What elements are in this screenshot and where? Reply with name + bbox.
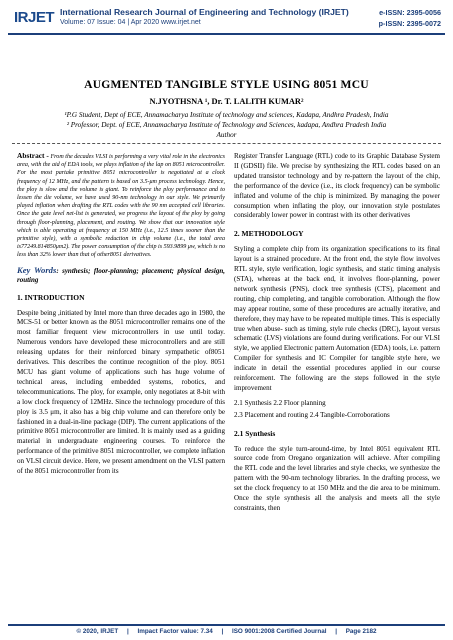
right-column bbox=[234, 152, 440, 519]
intro-heading: 1. INTRODUCTION bbox=[17, 292, 85, 302]
intro-paragraph: Despite being ,initiated by Intel more than three decades ago in 1980, the MCS-51 or better known as the 8051 microcontroller remains one of the most familiar frequent view microcontrollers in use until today. Numerous vendors have developed these microcontrollers and are still releasing updates for their reinforced binary sympathetic of8051 derivatives. This describes the continue recognition of the ploy. 8051 MCU has giant volume of applications such has huge volume of technical areas, including embedded systems, robotics, and telecommunications. The ploy, for example, only negotiates at 8-bit with a low clock frequency of 12MHz. Since the technology procedure of this ploy is 3.5 μm, it also has a big chip volume and can therefore only be fashioned in a dual-in-line package (DIP). The current applications of the primitive 8051 microcontroller are limited. It is mainly used as a guiding material in undergraduate engineering courses. To reinforce the performance of the primitive 8051 microcontroller, we complete inflation on VLSI circuit device. Here, we present amendment on the VLSI pattern of the 8051 microcontroller from its bbox=[17, 308, 225, 476]
footer-divider bbox=[8, 624, 445, 626]
paper-title: AUGMENTED TANGIBLE STYLE USING 8051 MCU bbox=[84, 78, 369, 91]
keywords-label: Key Words bbox=[17, 264, 57, 275]
synthesis-heading: 2.1 Synthesis bbox=[234, 428, 276, 438]
e-issn: e-ISSN: 2395-0056 bbox=[379, 8, 441, 17]
logo-text: IRJET bbox=[14, 9, 55, 26]
steps-line-2: 2.3 Placement and routing 2.4 Tangible-Corroborations bbox=[234, 410, 390, 419]
page-footer: © 2020, IRJET | Impact Factor value: 7.34 | ISO 9001:2008 Certified Journal | Page 2182 bbox=[76, 628, 377, 635]
abstract-label: Abstract - bbox=[17, 151, 49, 160]
header-divider bbox=[8, 33, 445, 35]
journal-title: International Research Journal of Engineering and Technology (IRJET) bbox=[60, 7, 349, 17]
irjet-logo bbox=[14, 9, 54, 31]
affiliation-2: ² Professor, Dept. of ECE, Annamacharya Institute of Technology and Sciences, kadapa, Andhra Pradesh India bbox=[66, 121, 387, 129]
keywords-text: : synthesis; floor-planning; placement; physical design, routing bbox=[17, 266, 225, 284]
p-issn: p-ISSN: 2395-0072 bbox=[378, 19, 441, 28]
keywords bbox=[17, 266, 225, 285]
abstract-text: From the decades VLSI is performing a very vital role in the electronics area, with the aid of EDA tools, we plays inflation of the lap on 8051 microcontroller. For the most partake primitive 8051 microcontroller is negotiated at a clock frequency of 12 MHz, and the pattern is based on 3.5-μm process technology. Hence, the ploy is slow and the volume is giant. To reinforce the ploy performance and to lessen the die volume, we have used 90-nm technology in our style. We primarily played inflation when drafting the RTL codes with the 90 nm accepted cell libraries. Once the gate level net-list is generated, we progress the layout of the ploy by going through floor-planning, placement, and routing. We show that our innovation style which is able operating at frequency at 150 MHz (i.e., 12.5 times sooner than the primitive style), with a symbolic reduction in chip volume (i.e., the total area is77249.814850μm2). The power consumption of the chip is 593.9899 μw, which is no less than 32% lower than that of other8051 derivatives. bbox=[17, 154, 226, 259]
author-list: N.JYOTHSNA ¹, Dr. T. LALITH KUMAR² bbox=[149, 97, 304, 106]
steps-line-1: 2.1 Synthesis 2.2 Floor planning bbox=[234, 398, 326, 407]
affiliation-3: Author bbox=[216, 131, 237, 139]
abstract bbox=[17, 152, 225, 260]
left-column bbox=[17, 152, 225, 482]
journal-header bbox=[0, 0, 453, 40]
methodology-paragraph: Styling a complete chip from its organization specifications to its final layout is a strained procedure. At the front end, the style flow involves RTL style, style verification, logic synthesis, and static timing analysis (STA), whereas at the back end, it involves floor-planning, power network synthesis (PNS), clock tree synthesis (CTS), placement and routing, chip completing, and tangible corroboration. Although the flow may appear routine, some of these procedures are actually iterative, and therefore, they may have to be repeated multiple times. This is especially true when abuse- such as timing, style rule checks (DRC), layout versus schematic (LVS) violations are found during verifications. For our VLSI style, we applied Electronic pattern Automation (EDA) tools, i.e. pattern Compiler for synthesis and IC Compiler for tangible style here, we indicate in detail the essential procedures applied in our course reinforcement. The following are the steps followed in the style improvement bbox=[234, 245, 440, 392]
methodology-heading: 2. METHODOLOGY bbox=[234, 229, 304, 239]
title-divider bbox=[12, 143, 441, 144]
synthesis-paragraph: To reduce the style turn-around-time, by Intel 8051 equivalent RTL source code from Oregano organization will achieve. After compiling the RTL code and the level libraries and style checks, we synthesize the pattern with the 90-nm technology libraries. In the drafting process, we set the clock frequency to at 150 MHz and the die area to be minimum. Once the style synthesis all the analysis and meets all the style constraints, then bbox=[234, 444, 440, 512]
journal-volume: Volume: 07 Issue: 04 | Apr 2020 www.irjet.net bbox=[60, 19, 201, 26]
rtl-paragraph: Register Transfer Language (RTL) code to its Graphic Database System II (GDSII) file. We precise by synthesizing the RTL codes based on an updated transistor technology and by re-pattern the layout of the chip, the performance of the device (i.e., its clock frequency) can be symbolic inflated and volume of the chip is minimized. By managing the power consumption when inflating the ploy, our innovation style postulates considerably lower power in contrast with its other derivatives bbox=[234, 152, 440, 220]
affiliation-1: ¹P.G Student, Dept of ECE, Annamacharya Institute of technology and sciences, Kadapa, Andhra Pradesh, India bbox=[64, 111, 389, 119]
